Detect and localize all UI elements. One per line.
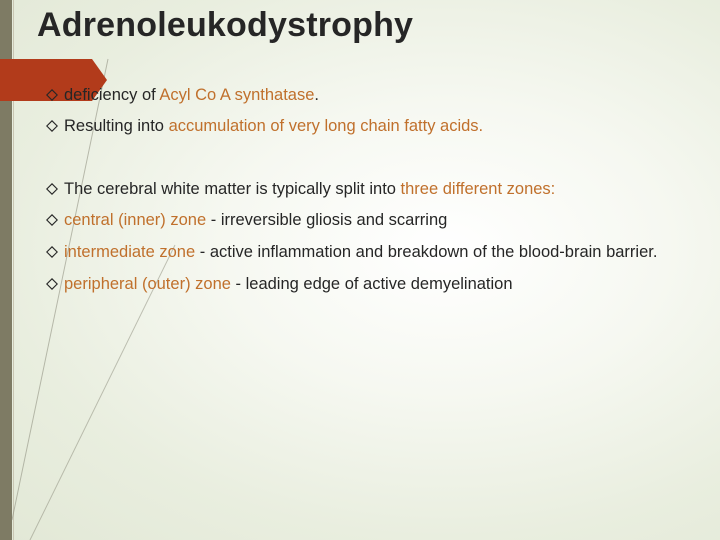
diamond-outline-icon bbox=[46, 120, 58, 132]
bullet-text: deficiency of Acyl Co A synthatase. bbox=[64, 86, 319, 104]
diamond-outline-icon bbox=[46, 214, 58, 226]
bullet-text: peripheral (outer) zone - leading edge of active demyelination bbox=[64, 275, 513, 293]
bullet-text: intermediate zone - active inflammation and breakdown of the blood-brain barrier. bbox=[64, 243, 658, 261]
bullet-text: The cerebral white matter is typically split into three different zones: bbox=[64, 180, 556, 198]
diamond-outline-icon bbox=[46, 278, 58, 290]
slide-title: Adrenoleukodystrophy bbox=[37, 6, 414, 44]
diamond-outline-icon bbox=[46, 89, 58, 101]
bullet-text: Resulting into accumulation of very long chain fatty acids. bbox=[64, 117, 484, 135]
diamond-outline-icon bbox=[46, 183, 58, 195]
diamond-outline-icon bbox=[46, 246, 58, 258]
bullet-text: central (inner) zone - irreversible gliosis and scarring bbox=[64, 211, 448, 229]
